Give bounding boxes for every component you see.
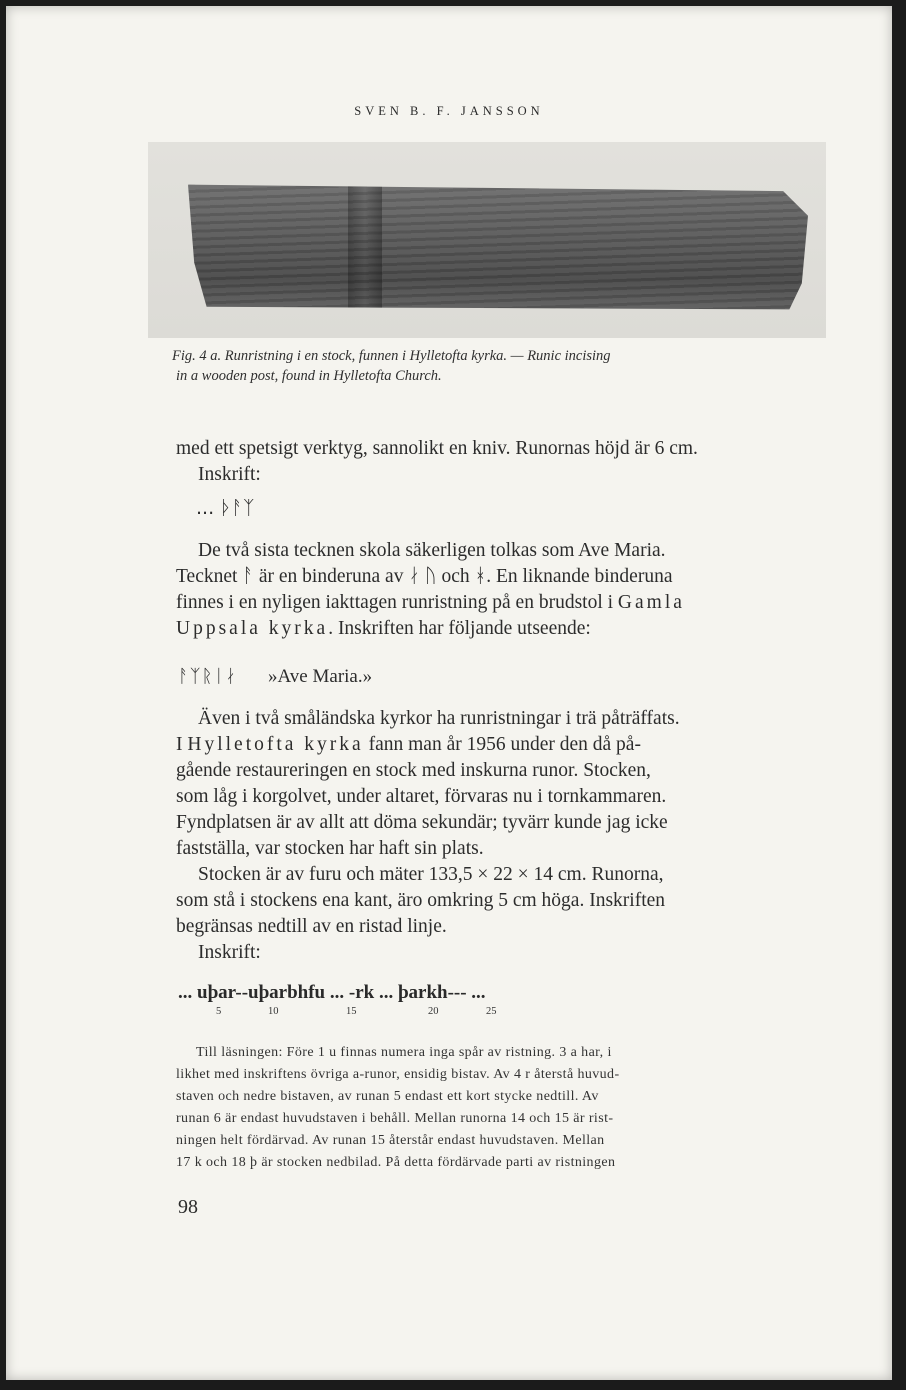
wooden-post-image	[188, 182, 808, 312]
text-line: finnes i en nyligen iakttagen runristning på en brudstol i Gamla	[176, 592, 685, 613]
text-line: I Hylletofta kyrka fann man år 1956 under den då på-	[176, 734, 641, 755]
text-line: Stocken är av furu och mäter 133,5 × 22 × 14 cm. Runorna,	[198, 864, 664, 885]
text-line: som låg i korgolvet, under altaret, förvaras nu i tornkammaren.	[176, 786, 667, 807]
rune-number-5: 5	[216, 1006, 222, 1017]
paragraph-4	[176, 862, 826, 966]
text-line: som stå i stockens ena kant, äro omkring 5 cm höga. Inskriften	[176, 890, 666, 911]
rune-number-25: 25	[486, 1006, 497, 1017]
text-line: begränsas nedtill av en ristad linje.	[176, 916, 447, 937]
note-line: staven och nedre bistaven, av runan 5 endast ett kort stycke nedtill. Av	[176, 1089, 599, 1104]
rune-inscription-ave-maria: ᚨᛉᚱᛁᛅ	[178, 666, 237, 687]
reading-note	[176, 1042, 826, 1174]
caption-line: in a wooden post, found in Hylletofta Church.	[176, 368, 442, 384]
ave-maria-reading: »Ave Maria.»	[268, 666, 373, 687]
rune-inscription-1: ... ᚦᚨᛉ	[196, 497, 255, 519]
figure-photo-wooden-post	[148, 142, 826, 338]
runic-transcription: ... uþar--uþarbhfu ... -rk ... þarkh--- ...	[178, 982, 486, 1003]
text-line: De två sista tecknen skola säkerligen tolkas som Ave Maria.	[198, 540, 666, 561]
rune-number-20: 20	[428, 1006, 439, 1017]
text-line: Fyndplatsen är av allt att döma sekundär; tyvärr kunde jag icke	[176, 812, 668, 833]
text-line: Inskrift:	[198, 942, 261, 963]
text-line: Inskrift:	[198, 464, 261, 485]
note-line: 17 k och 18 þ är stocken nedbilad. På detta fördärvade parti av ristningen	[176, 1155, 616, 1170]
text-line: gående restaureringen en stock med inskurna runor. Stocken,	[176, 760, 651, 781]
note-line: runan 6 är endast huvudstaven i behåll. Mellan runorna 14 och 15 är rist-	[176, 1111, 614, 1126]
note-line: likhet med inskriftens övriga a-runor, ensidig bistav. Av 4 r återstå huvud-	[176, 1067, 620, 1082]
paragraph-3	[176, 706, 826, 862]
text-line: med ett spetsigt verktyg, sannolikt en kniv. Runornas höjd är 6 cm.	[176, 438, 698, 459]
note-line: Till läsningen: Före 1 u finnas numera inga spår av ristning. 3 a har, i	[196, 1045, 612, 1060]
figure-caption	[172, 346, 832, 386]
rune-number-15: 15	[346, 1006, 357, 1017]
paragraph-2	[176, 538, 826, 642]
wood-knot-mark	[348, 182, 382, 312]
rune-number-10: 10	[268, 1006, 279, 1017]
running-header: SVEN B. F. JANSSON	[354, 104, 544, 118]
note-line: ningen helt fördärvad. Av runan 15 återstår endast huvudstaven. Mellan	[176, 1133, 605, 1148]
paragraph-1	[176, 436, 826, 488]
text-line: fastställa, var stocken har haft sin plats.	[176, 838, 484, 859]
book-page	[6, 6, 892, 1380]
text-line: Även i två småländska kyrkor ha runristningar i trä påträffats.	[198, 708, 680, 729]
page-number: 98	[178, 1196, 198, 1218]
text-line: Tecknet ᚨ är en binderuna av ᛅ ᚢ och ᚼ. En liknande binderuna	[176, 566, 673, 587]
caption-line: Fig. 4 a. Runristning i en stock, funnen i Hylletofta kyrka. — Runic incising	[172, 348, 611, 364]
text-line: Uppsala kyrka. Inskriften har följande utseende:	[176, 618, 591, 639]
